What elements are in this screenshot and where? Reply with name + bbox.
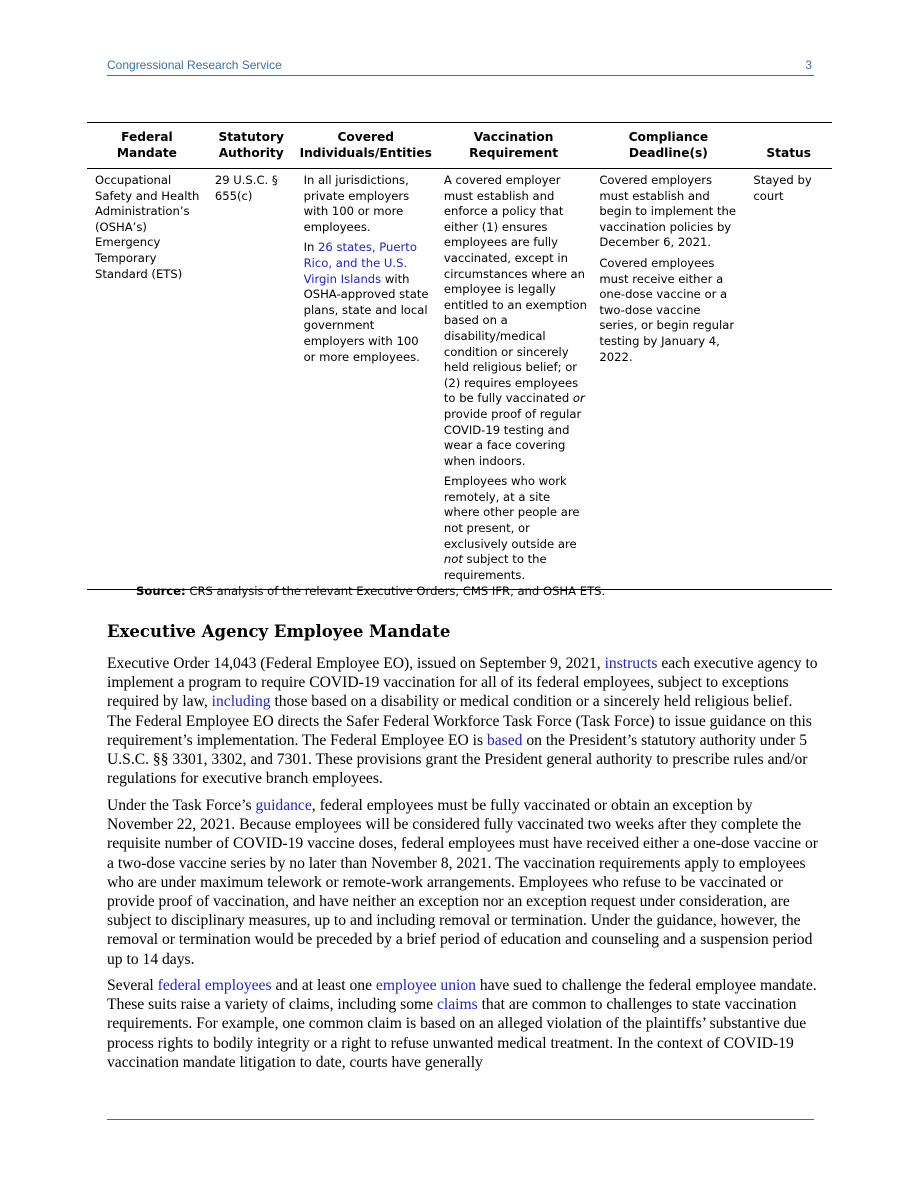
body-paragraph: Executive Order 14,043 (Federal Employee EO), issued on September 9, 2021, instructs each executive agency to implement a program to require COVID-19 vaccination for all of its federal employees, subject to exceptions required by law, including those based on a disability or medical condition or a sincerely held religious belief. The Federal Employee EO directs the Safer Federal Workforce Task Force (Task Force) to issue guidance on this requirement’s implementation. The Federal Employee EO is based on the President’s statutory authority under 5 U.S.C. §§ 3301, 3302, and 7301. These provisions grant the President general authority to prescribe rules and/or regulations for executive branch employees. <box>107 655 818 788</box>
publisher-name: Congressional Research Service <box>107 58 282 72</box>
authority-cell: 29 U.S.C. § 655(c) <box>207 169 296 590</box>
body-paragraph: Under the Task Force’s guidance, federal employees must be fully vaccinated or obtain an exception by November 22, 2021. Because employees will be considered fully vaccinated two weeks after they complete the requisite number of COVID-19 vaccine doses, federal employees must have received either a one-dose vaccine or a two-dose vaccine series by no later than November 8, 2021. The vaccination requirements apply to employees who are under maximum telework or remote-work arrangements. Employees who refuse to be vaccinated or provide proof of vaccination, and have neither an exception nor an exception request under consideration, are subject to disciplinary measures, up to and including removal or termination. Under the guidance, however, the removal or termination would be preceded by a brief period of education and counseling and a suspension period up to 14 days. <box>107 797 818 968</box>
header-divider <box>107 75 814 76</box>
claims-link[interactable]: claims <box>436 996 478 1014</box>
status-cell: Stayed by court <box>745 169 832 590</box>
table-source-note: Source: CRS analysis of the relevant Executive Orders, CMS IFR, and OSHA ETS. <box>136 584 606 598</box>
column-header: Status <box>745 123 832 169</box>
states-link[interactable]: 26 states, Puerto Rico, and the U.S. Virgin Islands <box>303 240 417 286</box>
mandate-cell: Occupational Safety and Health Administration’s (OSHA’s) Emergency Temporary Standard (ETS) <box>87 169 207 590</box>
based-link[interactable]: based <box>486 731 523 749</box>
page-header <box>107 58 814 74</box>
federal-employees-link[interactable]: federal employees <box>157 977 272 994</box>
including-link[interactable]: including <box>211 693 271 711</box>
table-header-row <box>87 123 832 169</box>
section-heading: Executive Agency Employee Mandate <box>107 622 451 641</box>
covered-cell: In all jurisdictions, private employers with 100 or more employees. In 26 states, Puerto Rico, and the U.S. Virgin Islands with OSHA-approved state plans, state and local government employers with 100 or more employees. <box>296 169 436 590</box>
page-number: 3 <box>805 58 812 72</box>
footer-divider <box>107 1119 814 1120</box>
table-row <box>87 169 832 590</box>
instructs-link[interactable]: instructs <box>604 655 658 672</box>
employee-union-link[interactable]: employee union <box>375 977 476 994</box>
requirement-cell: A covered employer must establish and enforce a policy that either (1) ensures employees are fully vaccinated, except in circumstances where an employee is legally entitled to an exemption based on a disability/medical condition or sincerely held religious belief; or (2) requires employees to be fully vaccinated or provide proof of regular COVID-19 testing and wear a face covering when indoors. Employees who work remotely, at a site where other people are not present, or exclusively outside are not subject to the requirements. <box>436 169 591 590</box>
column-header: Vaccination Requirement <box>436 123 591 169</box>
guidance-link[interactable]: guidance <box>255 797 312 814</box>
column-header: Compliance Deadline(s) <box>591 123 745 169</box>
column-header: Statutory Authority <box>207 123 296 169</box>
column-header: Federal Mandate <box>87 123 207 169</box>
body-paragraph: Several federal employees and at least one employee union have sued to challenge the federal employee mandate. These suits raise a variety of claims, including some claims that are common to challenges to state vaccination requirements. For example, one common claim is based on an alleged violation of the plaintiffs’ substantive due process rights to bodily integrity or a right to refuse unwanted medical treatment. In the context of COVID-19 vaccination mandate litigation to date, courts have generally <box>107 977 817 1071</box>
mandate-table <box>87 122 832 590</box>
deadline-cell: Covered employers must establish and begin to implement the vaccination policies by December 6, 2021. Covered employees must receive either a one-dose vaccine or a two-dose vaccine series, or begin regular testing by January 4, 2022. <box>591 169 745 590</box>
column-header: Covered Individuals/Entities <box>296 123 436 169</box>
